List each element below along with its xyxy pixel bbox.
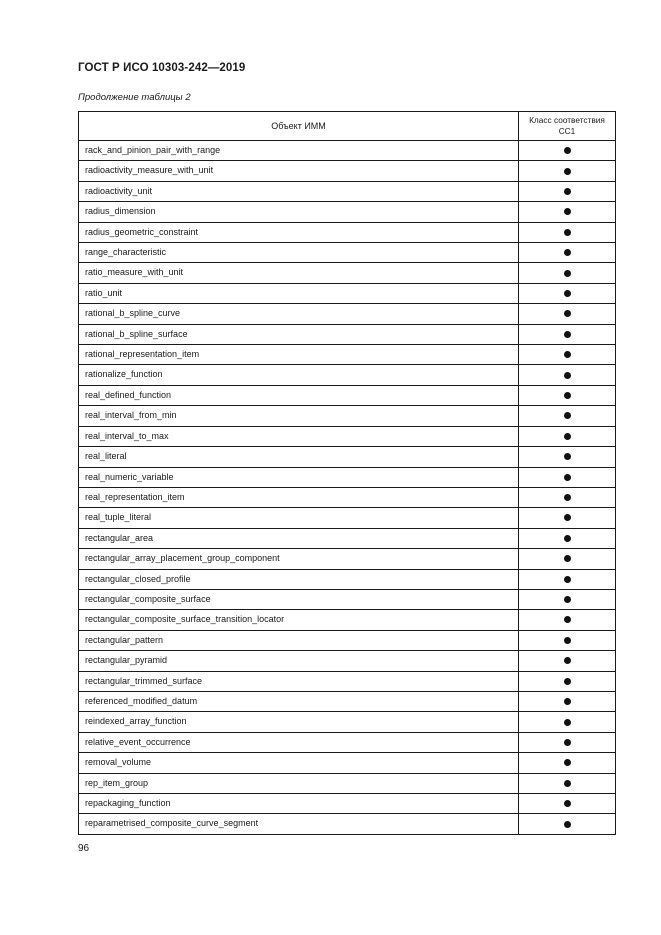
table-row xyxy=(79,141,616,161)
filled-circle-icon xyxy=(564,310,571,317)
filled-circle-icon xyxy=(564,351,571,358)
cc1-cell xyxy=(519,753,616,773)
filled-circle-icon xyxy=(564,208,571,215)
table-row xyxy=(79,324,616,344)
column-header-object: Объект ИММ xyxy=(79,112,519,141)
table-row xyxy=(79,283,616,303)
cc1-cell xyxy=(519,181,616,201)
cc1-cell xyxy=(519,610,616,630)
cc1-cell xyxy=(519,569,616,589)
filled-circle-icon xyxy=(564,270,571,277)
object-name-cell: radius_geometric_constraint xyxy=(79,222,519,242)
filled-circle-icon xyxy=(564,331,571,338)
table-row xyxy=(79,569,616,589)
object-name-cell: real_literal xyxy=(79,447,519,467)
table-row xyxy=(79,589,616,609)
object-name-cell: rectangular_area xyxy=(79,528,519,548)
table-row xyxy=(79,630,616,650)
table-row xyxy=(79,528,616,548)
filled-circle-icon xyxy=(564,188,571,195)
table-header-row xyxy=(79,112,616,141)
object-name-cell: rectangular_closed_profile xyxy=(79,569,519,589)
table-caption: Продолжение таблицы 2 xyxy=(78,92,191,103)
table-row xyxy=(79,243,616,263)
filled-circle-icon xyxy=(564,719,571,726)
table-row xyxy=(79,549,616,569)
cc1-cell xyxy=(519,732,616,752)
cc1-cell xyxy=(519,161,616,181)
cc1-cell xyxy=(519,712,616,732)
cc1-cell xyxy=(519,222,616,242)
table-row xyxy=(79,651,616,671)
cc1-cell xyxy=(519,324,616,344)
object-name-cell: referenced_modified_datum xyxy=(79,691,519,711)
cc1-cell xyxy=(519,202,616,222)
table-row xyxy=(79,426,616,446)
cc1-cell xyxy=(519,447,616,467)
filled-circle-icon xyxy=(564,453,571,460)
table-row xyxy=(79,222,616,242)
table-row xyxy=(79,794,616,814)
filled-circle-icon xyxy=(564,698,571,705)
cc1-cell xyxy=(519,304,616,324)
filled-circle-icon xyxy=(564,576,571,583)
table-row xyxy=(79,406,616,426)
cc1-cell xyxy=(519,467,616,487)
object-name-cell: ratio_measure_with_unit xyxy=(79,263,519,283)
cc1-cell xyxy=(519,549,616,569)
filled-circle-icon xyxy=(564,514,571,521)
table-row xyxy=(79,385,616,405)
object-name-cell: removal_volume xyxy=(79,753,519,773)
table-row xyxy=(79,365,616,385)
object-name-cell: rectangular_composite_surface_transition_locator xyxy=(79,610,519,630)
filled-circle-icon xyxy=(564,821,571,828)
object-name-cell: real_defined_function xyxy=(79,385,519,405)
table-row xyxy=(79,447,616,467)
filled-circle-icon xyxy=(564,229,571,236)
page-number: 96 xyxy=(78,843,90,854)
cc1-cell xyxy=(519,385,616,405)
object-name-cell: reindexed_array_function xyxy=(79,712,519,732)
column-header-conformance-class xyxy=(519,112,616,141)
cc1-cell xyxy=(519,141,616,161)
object-name-cell: rectangular_trimmed_surface xyxy=(79,671,519,691)
column-header-cc1-label: CC1 xyxy=(558,126,576,136)
cc1-cell xyxy=(519,487,616,507)
filled-circle-icon xyxy=(564,657,571,664)
cc1-cell xyxy=(519,365,616,385)
conformance-table xyxy=(78,111,616,835)
cc1-cell xyxy=(519,773,616,793)
filled-circle-icon xyxy=(564,596,571,603)
cc1-cell xyxy=(519,630,616,650)
filled-circle-icon xyxy=(564,168,571,175)
object-name-cell: relative_event_occurrence xyxy=(79,732,519,752)
cc1-cell xyxy=(519,426,616,446)
cc1-cell xyxy=(519,589,616,609)
table-row xyxy=(79,773,616,793)
filled-circle-icon xyxy=(564,616,571,623)
object-name-cell: range_characteristic xyxy=(79,243,519,263)
object-name-cell: real_representation_item xyxy=(79,487,519,507)
table-row xyxy=(79,508,616,528)
filled-circle-icon xyxy=(564,412,571,419)
filled-circle-icon xyxy=(564,249,571,256)
table-row xyxy=(79,467,616,487)
object-name-cell: rational_b_spline_curve xyxy=(79,304,519,324)
document-header: ГОСТ Р ИСО 10303-242—2019 xyxy=(78,62,246,74)
object-name-cell: rational_representation_item xyxy=(79,345,519,365)
object-name-cell: real_interval_to_max xyxy=(79,426,519,446)
object-name-cell: rationalize_function xyxy=(79,365,519,385)
filled-circle-icon xyxy=(564,372,571,379)
cc1-cell xyxy=(519,243,616,263)
cc1-cell xyxy=(519,406,616,426)
object-name-cell: ratio_unit xyxy=(79,283,519,303)
filled-circle-icon xyxy=(564,535,571,542)
object-name-cell: repackaging_function xyxy=(79,794,519,814)
filled-circle-icon xyxy=(564,678,571,685)
filled-circle-icon xyxy=(564,433,571,440)
table-row xyxy=(79,161,616,181)
filled-circle-icon xyxy=(564,147,571,154)
object-name-cell: rectangular_pyramid xyxy=(79,651,519,671)
filled-circle-icon xyxy=(564,392,571,399)
filled-circle-icon xyxy=(564,494,571,501)
object-name-cell: radioactivity_unit xyxy=(79,181,519,201)
object-name-cell: rectangular_pattern xyxy=(79,630,519,650)
object-name-cell: real_numeric_variable xyxy=(79,467,519,487)
filled-circle-icon xyxy=(564,290,571,297)
cc1-cell xyxy=(519,794,616,814)
table-row xyxy=(79,814,616,834)
filled-circle-icon xyxy=(564,739,571,746)
table-row xyxy=(79,610,616,630)
object-name-cell: rational_b_spline_surface xyxy=(79,324,519,344)
object-name-cell: real_interval_from_min xyxy=(79,406,519,426)
cc1-cell xyxy=(519,528,616,548)
table-row xyxy=(79,691,616,711)
object-name-cell: radius_dimension xyxy=(79,202,519,222)
cc1-cell xyxy=(519,263,616,283)
object-name-cell: rectangular_composite_surface xyxy=(79,589,519,609)
filled-circle-icon xyxy=(564,780,571,787)
cc1-cell xyxy=(519,345,616,365)
object-name-cell: rectangular_array_placement_group_component xyxy=(79,549,519,569)
cc1-cell xyxy=(519,508,616,528)
object-name-cell: real_tuple_literal xyxy=(79,508,519,528)
object-name-cell: radioactivity_measure_with_unit xyxy=(79,161,519,181)
filled-circle-icon xyxy=(564,555,571,562)
object-name-cell: reparametrised_composite_curve_segment xyxy=(79,814,519,834)
column-header-class-label: Класс соответствия xyxy=(529,115,605,125)
object-name-cell: rep_item_group xyxy=(79,773,519,793)
table-row xyxy=(79,712,616,732)
filled-circle-icon xyxy=(564,759,571,766)
table-row xyxy=(79,671,616,691)
cc1-cell xyxy=(519,651,616,671)
cc1-cell xyxy=(519,671,616,691)
cc1-cell xyxy=(519,283,616,303)
table-row xyxy=(79,304,616,324)
object-name-cell: rack_and_pinion_pair_with_range xyxy=(79,141,519,161)
table-row xyxy=(79,345,616,365)
cc1-cell xyxy=(519,814,616,834)
table-body xyxy=(79,141,616,835)
table-row xyxy=(79,732,616,752)
table-row xyxy=(79,487,616,507)
filled-circle-icon xyxy=(564,800,571,807)
filled-circle-icon xyxy=(564,637,571,644)
table-row xyxy=(79,263,616,283)
cc1-cell xyxy=(519,691,616,711)
table-row xyxy=(79,202,616,222)
filled-circle-icon xyxy=(564,474,571,481)
table-row xyxy=(79,181,616,201)
table-row xyxy=(79,753,616,773)
